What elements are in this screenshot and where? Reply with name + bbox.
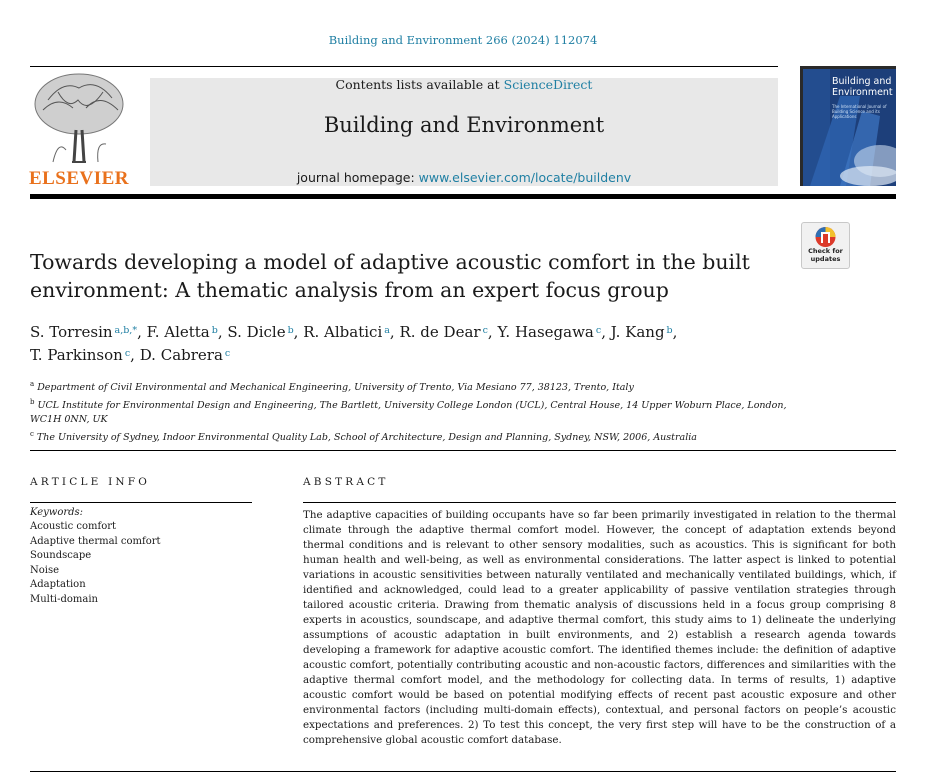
article-info-heading: ARTICLE INFO	[30, 476, 151, 488]
journal-name: Building and Environment	[323, 113, 605, 137]
affiliation-mark: c	[30, 430, 34, 439]
affiliation-text: The University of Sydney, Indoor Environmental Quality Lab, School of Architecture, Design and Planning, Sydney, NSW, 2006, Australia	[36, 432, 697, 444]
keyword-item: Adaptation	[30, 579, 86, 590]
author[interactable]	[147, 323, 218, 341]
author-name: R. Albatici	[303, 323, 383, 341]
cover-title: Building and Environment	[832, 76, 893, 98]
affiliations	[30, 377, 790, 445]
author[interactable]	[497, 323, 601, 341]
keyword-item: Multi-domain	[30, 593, 98, 605]
affiliation-a	[30, 377, 790, 395]
abstract-heading: ABSTRACT	[303, 476, 389, 488]
affiliation-text: UCL Institute for Environmental Design and Engineering, The Bartlett, University College London (UCL), Central House, 14 Upper Woburn Place, London, WC1H 0NN, UK	[30, 400, 787, 426]
keyword-item: Adaptive thermal comfort	[30, 535, 161, 547]
author-name: F. Aletta	[146, 323, 210, 341]
section-divider	[30, 450, 896, 451]
author-name: S. Torresin	[30, 323, 113, 341]
author-affiliation-mark[interactable]: c	[124, 348, 131, 359]
author[interactable]	[30, 323, 137, 341]
author-name: S. Dicle	[227, 323, 286, 341]
sciencedirect-link[interactable]: ScienceDirect	[503, 77, 593, 92]
affiliation-text: Department of Civil Environmental and Mechanical Engineering, University of Trento, Via Mesiano 77, 38123, Trento, Italy	[37, 382, 634, 394]
bottom-divider	[30, 771, 896, 772]
keyword-item: Noise	[30, 564, 60, 576]
author-affiliation-mark[interactable]: b	[666, 325, 673, 336]
affiliation-mark: b	[30, 398, 35, 407]
affiliation-b	[30, 395, 790, 427]
check-for-updates-button[interactable]	[801, 222, 850, 269]
affiliation-mark: a	[30, 380, 35, 388]
keywords-label: Keywords:	[30, 507, 84, 518]
keyword-item: Acoustic comfort	[30, 521, 117, 532]
affiliation-c	[30, 427, 790, 445]
author-affiliation-mark[interactable]: a,b,*	[114, 325, 138, 336]
author[interactable]	[611, 323, 673, 341]
author[interactable]	[399, 323, 487, 341]
author-affiliation-mark[interactable]: b	[287, 325, 294, 336]
author-name: T. Parkinson	[30, 346, 123, 364]
author-affiliation-mark[interactable]: b	[211, 325, 218, 336]
contents-line	[150, 77, 778, 92]
journal-homepage-link[interactable]: www.elsevier.com/locate/buildenv	[418, 170, 632, 185]
author-affiliation-mark[interactable]: c	[224, 348, 231, 359]
author-name: Y. Hasegawa	[497, 323, 594, 341]
homepage-prefix: journal homepage:	[296, 170, 419, 185]
tree-icon	[28, 70, 130, 170]
author[interactable]	[30, 346, 130, 364]
author-affiliation-mark[interactable]: c	[482, 325, 488, 336]
author[interactable]	[140, 346, 231, 364]
top-divider	[30, 66, 778, 67]
author-affiliation-mark[interactable]: c	[595, 325, 602, 336]
journal-citation-link[interactable]: Building and Environment 266 (2024) 112074	[328, 33, 598, 47]
author-affiliation-mark[interactable]: a	[384, 325, 390, 336]
abstract-divider	[303, 502, 896, 503]
header-thick-divider	[30, 194, 896, 199]
journal-homepage-line	[150, 170, 778, 185]
article-info-divider	[30, 502, 252, 503]
check-for-updates-label: Check for updates	[808, 247, 843, 263]
abstract-body: The adaptive capacities of building occupants have so far been primarily investigated in relation to the thermal climate through the adaptive thermal comfort model. However, the concept of adaptation extends beyond thermal conditions and is relevant to other sensory modalities, such as acoustics. This is significant for both human health and well-being, as well as environmental considerations. The latter aspect is linked to potential variations in acoustic sensitivities between naturally ventilated and mechanically ventilated buildings, which, if identified and acknowledged, could lead to a greater applicability of passive ventilation strategies through tailored acoustic criteria. Drawing from thematic analysis of discussions held in a focus group comprising 8 experts in acoustics, soundscape, and adaptive thermal comfort, this study aims to 1) delineate the underlying assumptions of acoustic adaptation in built environments, and 2) establish a research agenda towards developing a framework for adaptive acoustic comfort. The identified themes include: the definition of adaptive acoustic comfort, potentially contributing acoustic and non-acoustic factors, differences and similarities with the adaptive thermal comfort model, and the methodology for collecting data. In terms of results, 1) adaptive acoustic comfort would be based on potential modifying effects of recent past acoustic exposure and other environmental factors (including multi-domain effects), contextual, and personal factors on people’s acoustic expectations and preferences. 2) To test this concept, the very first step will have to be the construction of a comprehensive global acoustic comfort database.	[303, 509, 896, 746]
author[interactable]	[303, 323, 390, 341]
author-name: R. de Dear	[399, 323, 481, 341]
journal-cover-thumbnail[interactable]	[800, 66, 896, 186]
keywords-list	[30, 520, 161, 607]
author-name: J. Kang	[610, 323, 665, 341]
elsevier-wordmark: ELSEVIER	[28, 168, 130, 189]
keyword-item: Soundscape	[30, 550, 92, 561]
author-name: D. Cabrera	[139, 346, 223, 364]
author[interactable]	[227, 323, 293, 341]
article-title: Towards developing a model of adaptive acoustic comfort in the built environment: A thematic analysis from an expert focus group	[30, 250, 750, 302]
author-list: S. Torresin $^{a,b,*}$, F. Aletta $^b$, S. Dicle $^b$, R. Albatici $^a$, R. de Dear $^c$, Y. Hasegawa $^c$, J. Kang $^b$, T. Parkinson $^c$, D. Cabrera $^c$	[30, 323, 678, 364]
contents-prefix: Contents lists available at	[335, 77, 504, 92]
cover-subtitle: The International Journal of Building Science and its Applications	[832, 104, 887, 119]
